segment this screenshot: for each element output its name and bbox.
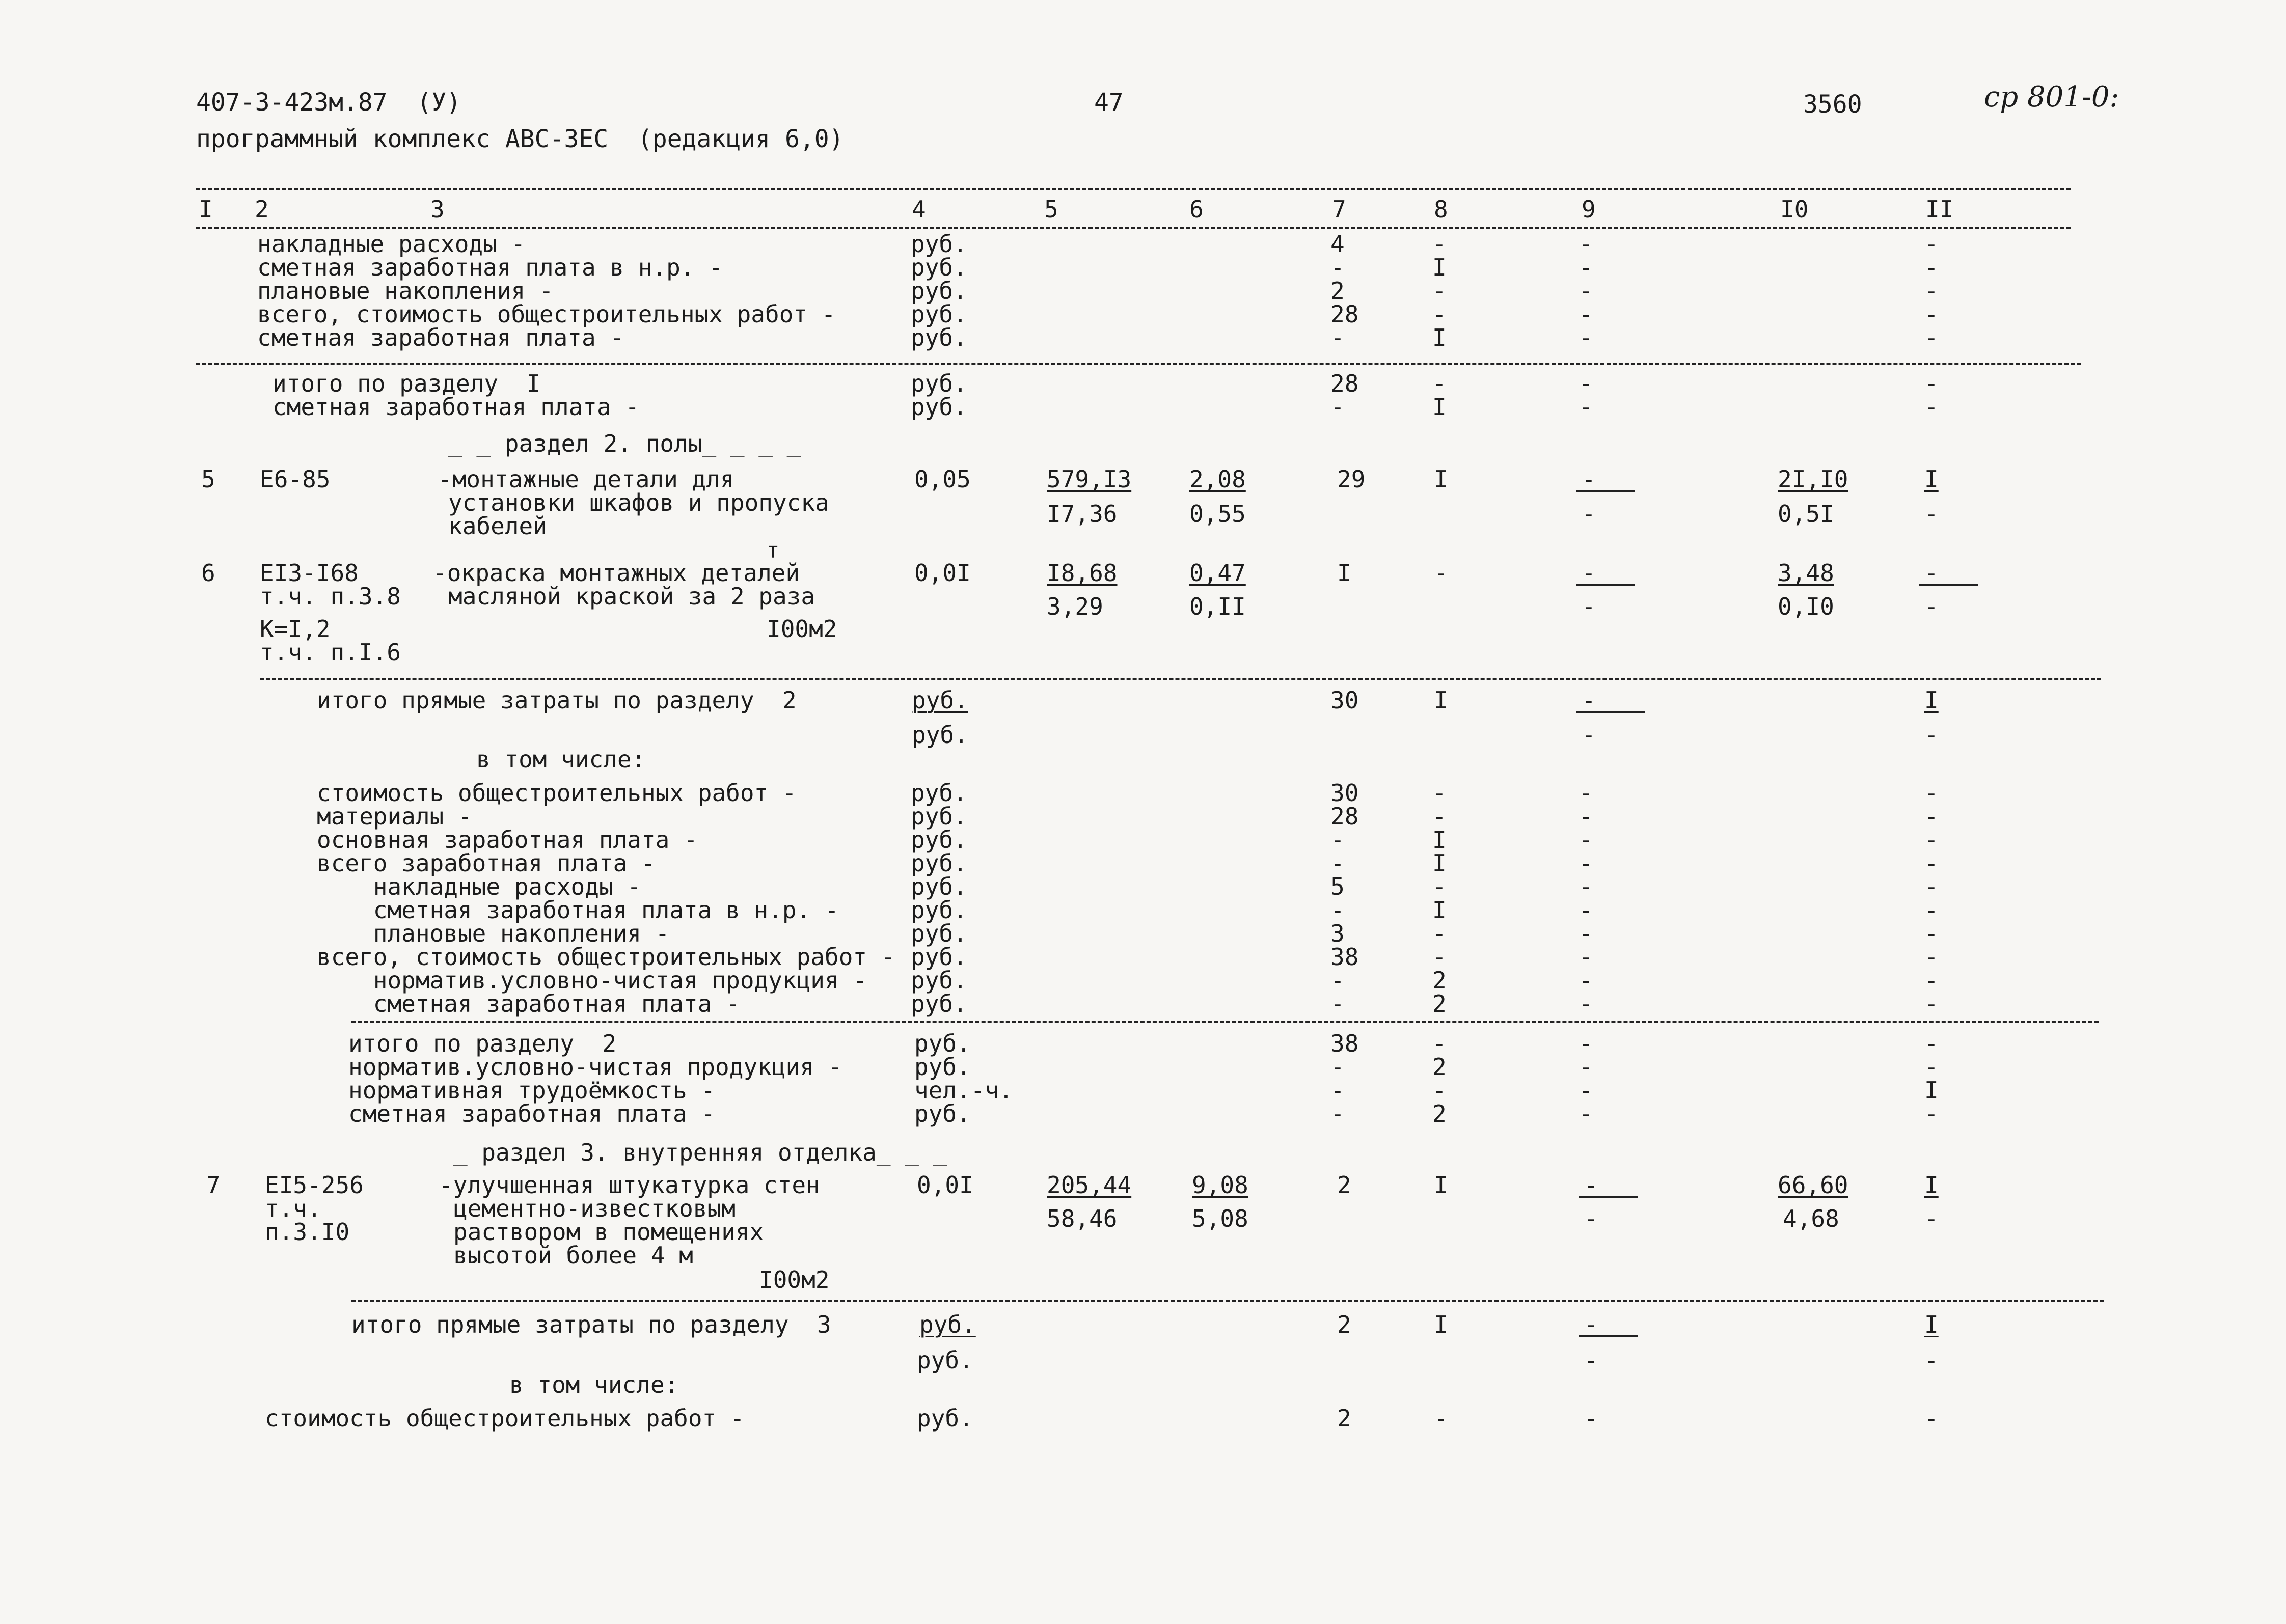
row-label: всего, стоимость общестроительных работ - <box>317 943 895 971</box>
column-number: I <box>199 196 213 223</box>
section-3-title: _ раздел 3. внутренняя отделка_ _ _ <box>453 1139 947 1166</box>
item-6-c9-bot: - <box>1582 593 1596 620</box>
sheet-number: 3560 <box>1803 90 1862 119</box>
item-7-c9-top: - <box>1584 1171 1598 1199</box>
row-col-9: - <box>1579 1030 1593 1057</box>
row-unit: руб. <box>911 849 967 877</box>
item-7-c10-bot: 4,68 <box>1783 1205 1839 1232</box>
row-col-8: - <box>1432 230 1447 258</box>
row-col-9: - <box>1579 277 1593 305</box>
row-unit: руб. <box>911 873 967 900</box>
item-7-unit: I00м2 <box>759 1266 830 1293</box>
row-col-11: - <box>1924 896 1939 924</box>
row-col-7: - <box>1330 896 1345 924</box>
row-label: норматив.условно-чистая продукция - <box>317 967 867 994</box>
last-row-c8: - <box>1434 1405 1448 1432</box>
row-col-11: - <box>1924 803 1939 830</box>
item-6-code-3: К=I,2 <box>260 615 331 643</box>
item-7-c10-top: 66,60 <box>1778 1171 1848 1199</box>
item-5-c8: I <box>1434 465 1448 493</box>
row-col-9: - <box>1579 779 1593 807</box>
row-col-11: - <box>1924 393 1939 421</box>
rule-d <box>351 1300 2104 1302</box>
row-unit: руб. <box>911 990 967 1017</box>
direct-3-unit: руб. <box>919 1311 976 1338</box>
last-row-label: стоимость общестроительных работ - <box>265 1405 745 1432</box>
direct-2-unit: руб. <box>912 686 968 714</box>
row-label: нормативная трудоёмкость - <box>348 1077 716 1104</box>
last-row-unit: руб. <box>917 1405 973 1432</box>
row-col-8: 2 <box>1432 967 1447 994</box>
row-col-8: - <box>1432 1030 1447 1057</box>
item-7-c9-line <box>1579 1196 1638 1198</box>
row-col-7: 38 <box>1330 943 1359 971</box>
section-2-title: _ _ раздел 2. полы_ _ _ _ <box>448 430 801 457</box>
item-6-desc-2: масляной краской за 2 раза <box>448 583 815 610</box>
row-col-8: 2 <box>1432 1053 1447 1081</box>
direct-2-c9-line <box>1576 711 1645 713</box>
item-5-qty: 0,05 <box>914 465 971 493</box>
row-unit: руб. <box>911 967 967 994</box>
header-bottom-rule <box>196 227 2071 229</box>
item-5-c9-bot: - <box>1582 500 1596 528</box>
row-label: сметная заработная плата - <box>317 990 740 1017</box>
row-col-9: - <box>1579 370 1593 397</box>
rule-a <box>196 363 2081 365</box>
row-label: всего заработная плата - <box>317 849 656 877</box>
row-label: накладные расходы - <box>257 230 526 258</box>
item-6-num: 6 <box>201 559 215 587</box>
direct-2-unit2: руб. <box>912 721 968 749</box>
item-6-qty: 0,0I <box>914 559 971 587</box>
row-col-9: - <box>1579 324 1593 351</box>
row-col-8: I <box>1432 826 1447 854</box>
row-col-11: - <box>1924 254 1939 281</box>
item-7-num: 7 <box>206 1171 221 1199</box>
direct-3-label: итого прямые затраты по разделу 3 <box>351 1311 831 1338</box>
item-5-c9-line <box>1576 490 1635 492</box>
row-col-8: 2 <box>1432 990 1447 1017</box>
row-col-9: - <box>1579 1077 1593 1104</box>
row-label: сметная заработная плата в н.р. - <box>317 896 839 924</box>
row-col-11: - <box>1924 967 1939 994</box>
item-5-desc-1: -монтажные детали для <box>438 465 734 493</box>
row-col-7: 3 <box>1330 920 1345 947</box>
item-6-c9-line <box>1576 584 1635 586</box>
item-5-desc-2: установки шкафов и пропуска <box>448 489 829 516</box>
item-5-c10-top: 2I,I0 <box>1778 465 1848 493</box>
row-label: плановые накопления - <box>257 277 554 305</box>
row-col-11: - <box>1924 943 1939 971</box>
item-6-c7: I <box>1337 559 1351 587</box>
row-label: стоимость общестроительных работ - <box>317 779 797 807</box>
row-col-11: - <box>1924 300 1939 328</box>
item-6-c10-bot: 0,I0 <box>1778 593 1834 620</box>
row-col-11: I <box>1924 1077 1939 1104</box>
row-col-11: - <box>1924 990 1939 1017</box>
last-row-c7: 2 <box>1337 1405 1351 1432</box>
item-5-c5-top: 579,I3 <box>1047 465 1132 493</box>
row-col-8: - <box>1432 1077 1447 1104</box>
row-col-11: - <box>1924 826 1939 854</box>
row-col-11: - <box>1924 1053 1939 1081</box>
row-col-9: - <box>1579 967 1593 994</box>
row-col-8: I <box>1432 393 1447 421</box>
row-col-9: - <box>1579 849 1593 877</box>
row-label: сметная заработная плата - <box>273 393 640 421</box>
item-7-desc-2: цементно-известковым <box>453 1195 736 1222</box>
column-number: II <box>1925 196 1954 223</box>
direct-2-c8: I <box>1434 686 1448 714</box>
column-number: 6 <box>1189 196 1204 223</box>
row-col-7: - <box>1330 1077 1345 1104</box>
last-row-c11: - <box>1924 1405 1939 1432</box>
item-5-c6-bot: 0,55 <box>1189 500 1246 528</box>
item-6-code-4: т.ч. п.I.6 <box>260 639 401 666</box>
item-6-unit: I00м2 <box>767 615 837 643</box>
row-unit: руб. <box>914 1100 971 1127</box>
column-number: 2 <box>255 196 269 223</box>
row-col-9: - <box>1579 1053 1593 1081</box>
row-col-11: - <box>1924 1100 1939 1127</box>
direct-3-unit2: руб. <box>917 1346 973 1374</box>
item-5-c5-bot: I7,36 <box>1047 500 1118 528</box>
row-col-7: - <box>1330 254 1345 281</box>
row-col-9: - <box>1579 803 1593 830</box>
item-7-code-3: п.3.I0 <box>265 1218 350 1246</box>
row-col-8: 2 <box>1432 1100 1447 1127</box>
row-col-9: - <box>1579 300 1593 328</box>
row-unit: руб. <box>911 803 967 830</box>
row-col-9: - <box>1579 943 1593 971</box>
row-col-7: - <box>1330 849 1345 877</box>
row-col-7: - <box>1330 990 1345 1017</box>
row-unit: руб. <box>911 300 967 328</box>
row-label: итого по разделу I <box>273 370 541 397</box>
item-7-c8: I <box>1434 1171 1448 1199</box>
row-label: плановые накопления - <box>317 920 670 947</box>
direct-3-c9-line <box>1579 1335 1638 1337</box>
row-col-9: - <box>1579 230 1593 258</box>
row-col-8: - <box>1432 779 1447 807</box>
row-col-11: - <box>1924 920 1939 947</box>
item-6-c11-line <box>1919 584 1978 586</box>
item-5-c11-bot: - <box>1924 500 1939 528</box>
item-5-code: Е6-85 <box>260 465 331 493</box>
item-6-c8: - <box>1434 559 1448 587</box>
rule-c <box>351 1021 2099 1023</box>
row-col-7: - <box>1330 1100 1345 1127</box>
row-unit: руб. <box>911 370 967 397</box>
item-7-c7: 2 <box>1337 1171 1351 1199</box>
document-code: 407-3-423м.87 (У) <box>196 88 461 117</box>
row-col-8: I <box>1432 896 1447 924</box>
row-col-9: - <box>1579 1100 1593 1127</box>
item-7-c5-bot: 58,46 <box>1047 1205 1118 1232</box>
header-top-rule <box>196 188 2071 190</box>
row-col-8: - <box>1432 370 1447 397</box>
row-col-11: - <box>1924 779 1939 807</box>
item-5-c10-bot: 0,5I <box>1778 500 1834 528</box>
row-unit: руб. <box>914 1030 971 1057</box>
row-unit: руб. <box>911 230 967 258</box>
row-col-9: - <box>1579 920 1593 947</box>
item-7-qty: 0,0I <box>917 1171 973 1199</box>
direct-2-c11: I <box>1924 686 1939 714</box>
row-label: норматив.условно-чистая продукция - <box>348 1053 842 1081</box>
row-label: всего, стоимость общестроительных работ - <box>257 300 836 328</box>
item-7-desc-4: высотой более 4 м <box>453 1242 693 1269</box>
item-6-t-mark: т <box>767 538 780 563</box>
row-col-8: I <box>1432 849 1447 877</box>
row-unit: руб. <box>911 393 967 421</box>
item-6-c11-bot: - <box>1924 593 1939 620</box>
row-col-7: 5 <box>1330 873 1345 900</box>
item-5-c9-top: - <box>1582 465 1596 493</box>
row-col-7: 30 <box>1330 779 1359 807</box>
direct-3-c7: 2 <box>1337 1311 1351 1338</box>
column-number: 8 <box>1434 196 1448 223</box>
item-7-c6-bot: 5,08 <box>1192 1205 1248 1232</box>
row-label: сметная заработная плата - <box>257 324 624 351</box>
direct-2-c11b: - <box>1924 721 1939 749</box>
row-col-8: - <box>1432 920 1447 947</box>
row-col-8: I <box>1432 324 1447 351</box>
column-number: I0 <box>1780 196 1809 223</box>
handwritten-mark: ср 801-0: <box>1984 80 2119 114</box>
row-unit: руб. <box>911 277 967 305</box>
item-5-desc-3: кабелей <box>448 512 547 540</box>
row-col-11: - <box>1924 324 1939 351</box>
incl-3-label: в том числе: <box>509 1371 679 1398</box>
item-7-c11-top: I <box>1924 1171 1939 1199</box>
item-6-c11-top: - <box>1924 559 1939 587</box>
row-col-7: - <box>1330 393 1345 421</box>
last-row-c9: - <box>1584 1405 1598 1432</box>
row-col-9: - <box>1579 990 1593 1017</box>
item-6-c6-top: 0,47 <box>1189 559 1246 587</box>
row-col-8: - <box>1432 300 1447 328</box>
row-unit: руб. <box>911 324 967 351</box>
row-label: сметная заработная плата - <box>348 1100 716 1127</box>
rule-b <box>260 678 2101 680</box>
row-label: итого по разделу 2 <box>348 1030 617 1057</box>
column-number: 4 <box>912 196 926 223</box>
program-line: программный комплекс АВС-ЗЕС (редакция 6,0) <box>196 125 844 153</box>
item-7-c6-top: 9,08 <box>1192 1171 1248 1199</box>
row-col-9: - <box>1579 393 1593 421</box>
item-6-c5-bot: 3,29 <box>1047 593 1103 620</box>
item-7-desc-3: раствором в помещениях <box>453 1218 764 1246</box>
row-unit: руб. <box>911 896 967 924</box>
item-5-c6-top: 2,08 <box>1189 465 1246 493</box>
row-col-7: - <box>1330 967 1345 994</box>
row-col-11: - <box>1924 873 1939 900</box>
row-col-7: - <box>1330 826 1345 854</box>
row-label: сметная заработная плата в н.р. - <box>257 254 723 281</box>
incl-2-label: в том числе: <box>476 746 646 773</box>
direct-3-c8: I <box>1434 1311 1448 1338</box>
item-5-num: 5 <box>201 465 215 493</box>
item-7-code-2: т.ч. <box>265 1195 321 1222</box>
row-col-9: - <box>1579 896 1593 924</box>
row-col-11: - <box>1924 849 1939 877</box>
row-col-11: - <box>1924 230 1939 258</box>
item-7-code-1: ЕI5-256 <box>265 1171 364 1199</box>
row-col-7: 4 <box>1330 230 1345 258</box>
row-unit: руб. <box>911 779 967 807</box>
item-6-code-1: ЕI3-I68 <box>260 559 359 587</box>
row-col-8: I <box>1432 254 1447 281</box>
item-6-c9-top: - <box>1582 559 1596 587</box>
row-col-11: - <box>1924 1030 1939 1057</box>
row-col-7: 28 <box>1330 370 1359 397</box>
column-number: 9 <box>1582 196 1596 223</box>
item-7-c11-bot: - <box>1924 1205 1939 1232</box>
row-unit: руб. <box>911 826 967 854</box>
row-col-7: - <box>1330 324 1345 351</box>
column-number: 3 <box>430 196 445 223</box>
direct-3-c9: - <box>1584 1311 1598 1338</box>
row-col-9: - <box>1579 254 1593 281</box>
row-col-7: 28 <box>1330 300 1359 328</box>
row-unit: руб. <box>911 254 967 281</box>
direct-2-c9: - <box>1582 686 1596 714</box>
row-label: основная заработная плата - <box>317 826 698 854</box>
direct-2-c7: 30 <box>1330 686 1359 714</box>
item-5-c11-top: I <box>1924 465 1939 493</box>
item-5-c7: 29 <box>1337 465 1366 493</box>
row-col-9: - <box>1579 826 1593 854</box>
item-6-desc-1: -окраска монтажных деталей <box>433 559 800 587</box>
item-7-desc-1: -улучшенная штукатурка стен <box>439 1171 820 1199</box>
row-col-8: - <box>1432 873 1447 900</box>
item-6-c5-top: I8,68 <box>1047 559 1118 587</box>
item-6-c10-top: 3,48 <box>1778 559 1834 587</box>
row-col-7: 2 <box>1330 277 1345 305</box>
direct-3-c11b: - <box>1924 1346 1939 1374</box>
direct-2-label: итого прямые затраты по разделу 2 <box>317 686 797 714</box>
item-6-c6-bot: 0,II <box>1189 593 1246 620</box>
row-col-7: - <box>1330 1053 1345 1081</box>
direct-3-c9b: - <box>1584 1346 1598 1374</box>
column-number: 5 <box>1044 196 1058 223</box>
row-col-11: - <box>1924 277 1939 305</box>
row-col-7: 38 <box>1330 1030 1359 1057</box>
row-col-8: - <box>1432 943 1447 971</box>
row-label: материалы - <box>317 803 472 830</box>
row-col-11: - <box>1924 370 1939 397</box>
direct-3-c11: I <box>1924 1311 1939 1338</box>
row-unit: руб. <box>911 920 967 947</box>
row-label: накладные расходы - <box>317 873 641 900</box>
row-unit: руб. <box>911 943 967 971</box>
item-6-code-2: т.ч. п.3.8 <box>260 583 401 610</box>
row-col-8: - <box>1432 277 1447 305</box>
row-unit: чел.-ч. <box>914 1077 1013 1104</box>
page-number: 47 <box>1094 88 1124 117</box>
item-7-c9-bot: - <box>1584 1205 1598 1232</box>
row-unit: руб. <box>914 1053 971 1081</box>
column-number: 7 <box>1332 196 1346 223</box>
item-7-c5-top: 205,44 <box>1047 1171 1132 1199</box>
row-col-7: 28 <box>1330 803 1359 830</box>
row-col-9: - <box>1579 873 1593 900</box>
row-col-8: - <box>1432 803 1447 830</box>
direct-2-c9b: - <box>1582 721 1596 749</box>
